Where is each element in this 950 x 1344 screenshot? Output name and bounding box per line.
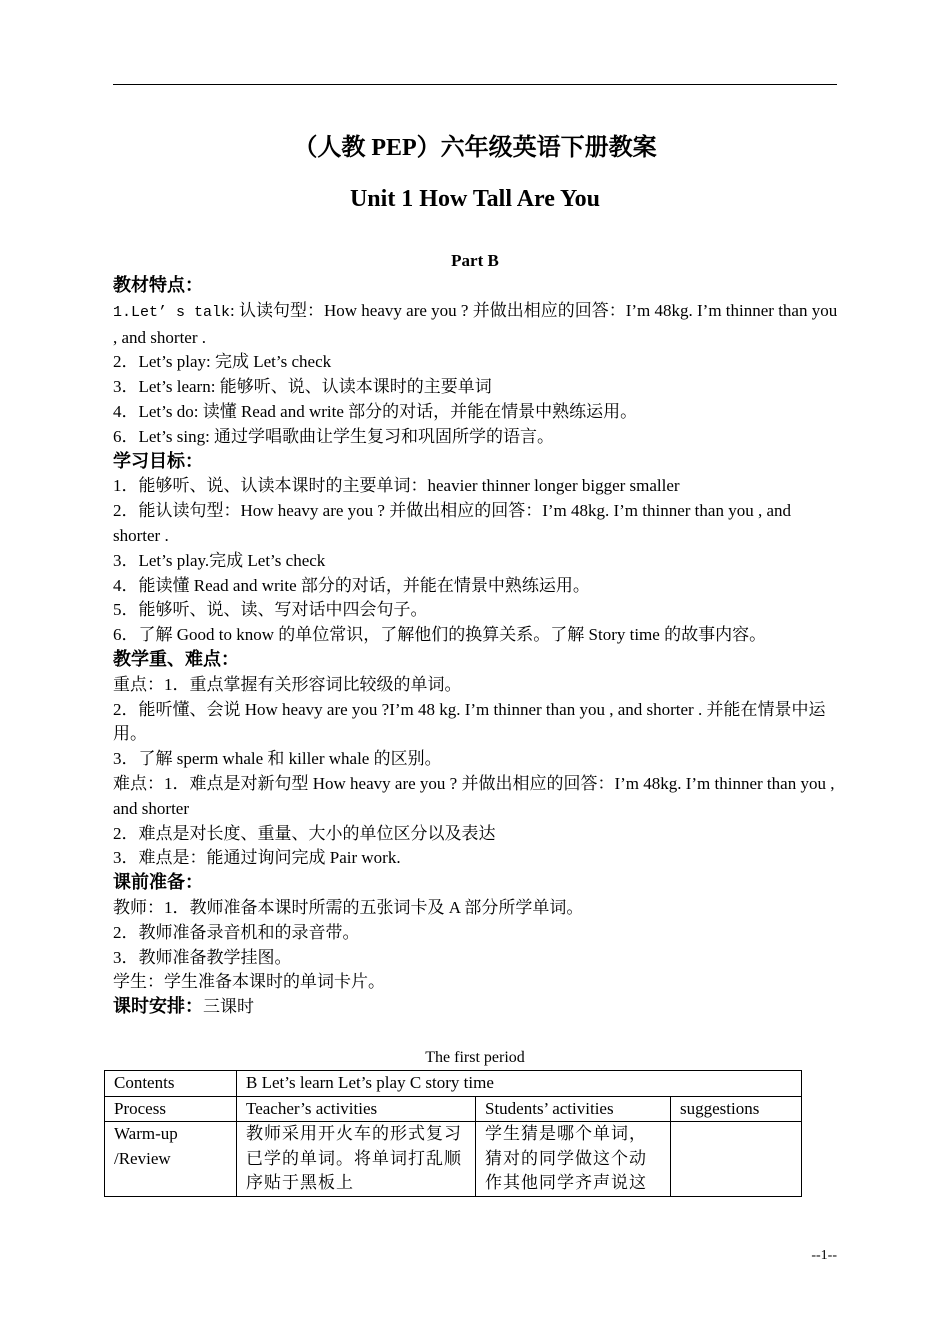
feature-item: 6．Let’s sing: 通过学唱歌曲让学生复习和巩固所学的语言。: [113, 426, 555, 446]
key-point-item: 2．能听懂、会说 How heavy are you ?I’m 48 kg. I’m thinner than you , and shorter . 并能在情景中运用。: [113, 699, 826, 744]
preparation-item: 3．教师准备教学挂图。: [113, 947, 292, 967]
table-cell: 学生猜是哪个单词，猜对的同学做这个动作其他同学齐声说这: [476, 1122, 671, 1197]
table-cell: 教师采用开火车的形式复习已学的单词。将单词打乱顺序贴于黑板上: [237, 1122, 476, 1197]
goal-item: 1．能够听、说、认读本课时的主要单词：heavier thinner longer bigger smaller: [113, 476, 680, 496]
stage-label: /Review: [114, 1148, 171, 1168]
goal-item: 6．了解 Good to know 的单位常识，了解他们的换算关系。了解 Story time 的故事内容。: [113, 625, 767, 645]
preparation-item: 2．教师准备录音机和的录音带。: [113, 922, 360, 942]
section-heading-preparation: 课前准备：: [113, 872, 203, 894]
feature-item-1-prefix: 1.Let’ s talk: [113, 303, 231, 321]
goal-item: 5．能够听、说、读、写对话中四会句子。: [113, 600, 428, 620]
feature-item-1: [113, 299, 839, 351]
table-cell: suggestions: [671, 1096, 802, 1122]
preparation-item: 教师：1．教师准备本课时所需的五张词卡及 A 部分所学单词。: [113, 897, 584, 917]
table-caption: The first period: [425, 1049, 525, 1066]
table-row: [105, 1122, 802, 1197]
feature-item-1-text: : 认读句型：How heavy are you ? 并做出相应的回答：I’m 48kg. I’m thinner than you , and shorter .: [113, 300, 838, 347]
section-heading-goals: 学习目标：: [113, 450, 203, 472]
document-body: [113, 274, 839, 1020]
section-heading-schedule: 课时安排：: [113, 996, 203, 1018]
header-rule: [113, 84, 837, 85]
part-title: Part B: [451, 251, 499, 270]
preparation-item: 学生：学生准备本课时的单词卡片。: [113, 972, 385, 992]
table-row: [105, 1096, 802, 1122]
schedule-line: [113, 995, 839, 1020]
key-point-item: 3．了解 sperm whale 和 killer whale 的区别。: [113, 749, 442, 769]
table-cell: Contents: [105, 1071, 237, 1097]
key-point-item: 难点：1．难点是对新句型 How heavy are you ? 并做出相应的回答：I’m 48kg. I’m thinner than you , and shorter: [113, 773, 835, 818]
key-point-item: 3．难点是：能通过询问完成 Pair work.: [113, 848, 401, 868]
table-cell: Students’ activities: [476, 1096, 671, 1122]
key-point-item: 2．难点是对长度、重量、大小的单位区分以及表达: [113, 823, 496, 843]
goal-item: 4．能读懂 Read and write 部分的对话，并能在情景中熟练运用。: [113, 575, 590, 595]
lesson-table: [104, 1070, 802, 1197]
schedule-value: 三课时: [203, 997, 254, 1017]
table-cell: [105, 1122, 237, 1197]
table-cell: Process: [105, 1096, 237, 1122]
table-cell: B Let’s learn Let’s play C story time: [237, 1071, 802, 1097]
page-number: --1--: [811, 1248, 837, 1263]
section-heading-key-points: 教学重、难点：: [113, 648, 239, 670]
section-heading-features: 教材特点：: [113, 275, 203, 296]
feature-item: 4．Let’s do: 读懂 Read and write 部分的对话，并能在情景中熟练运用。: [113, 401, 638, 421]
feature-item: 2．Let’s play: 完成 Let’s check: [113, 352, 332, 372]
key-point-item: 重点：1．重点掌握有关形容词比较级的单词。: [113, 674, 462, 694]
table-row: [105, 1071, 802, 1097]
table-cell: Teacher’s activities: [237, 1096, 476, 1122]
feature-item: 3．Let’s learn: 能够听、说、认读本课时的主要单词: [113, 377, 492, 397]
goal-item: 2．能认读句型：How heavy are you ? 并做出相应的回答：I’m 48kg. I’m thinner than you , and shorter .: [113, 501, 791, 545]
table-cell: [671, 1122, 802, 1197]
unit-title: Unit 1 How Tall Are You: [349, 186, 601, 212]
document-title: （人教 PEP）六年级英语下册教案: [293, 135, 657, 161]
stage-label: Warm-up: [114, 1124, 178, 1144]
goal-item: 3．Let’s play.完成 Let’s check: [113, 550, 326, 570]
